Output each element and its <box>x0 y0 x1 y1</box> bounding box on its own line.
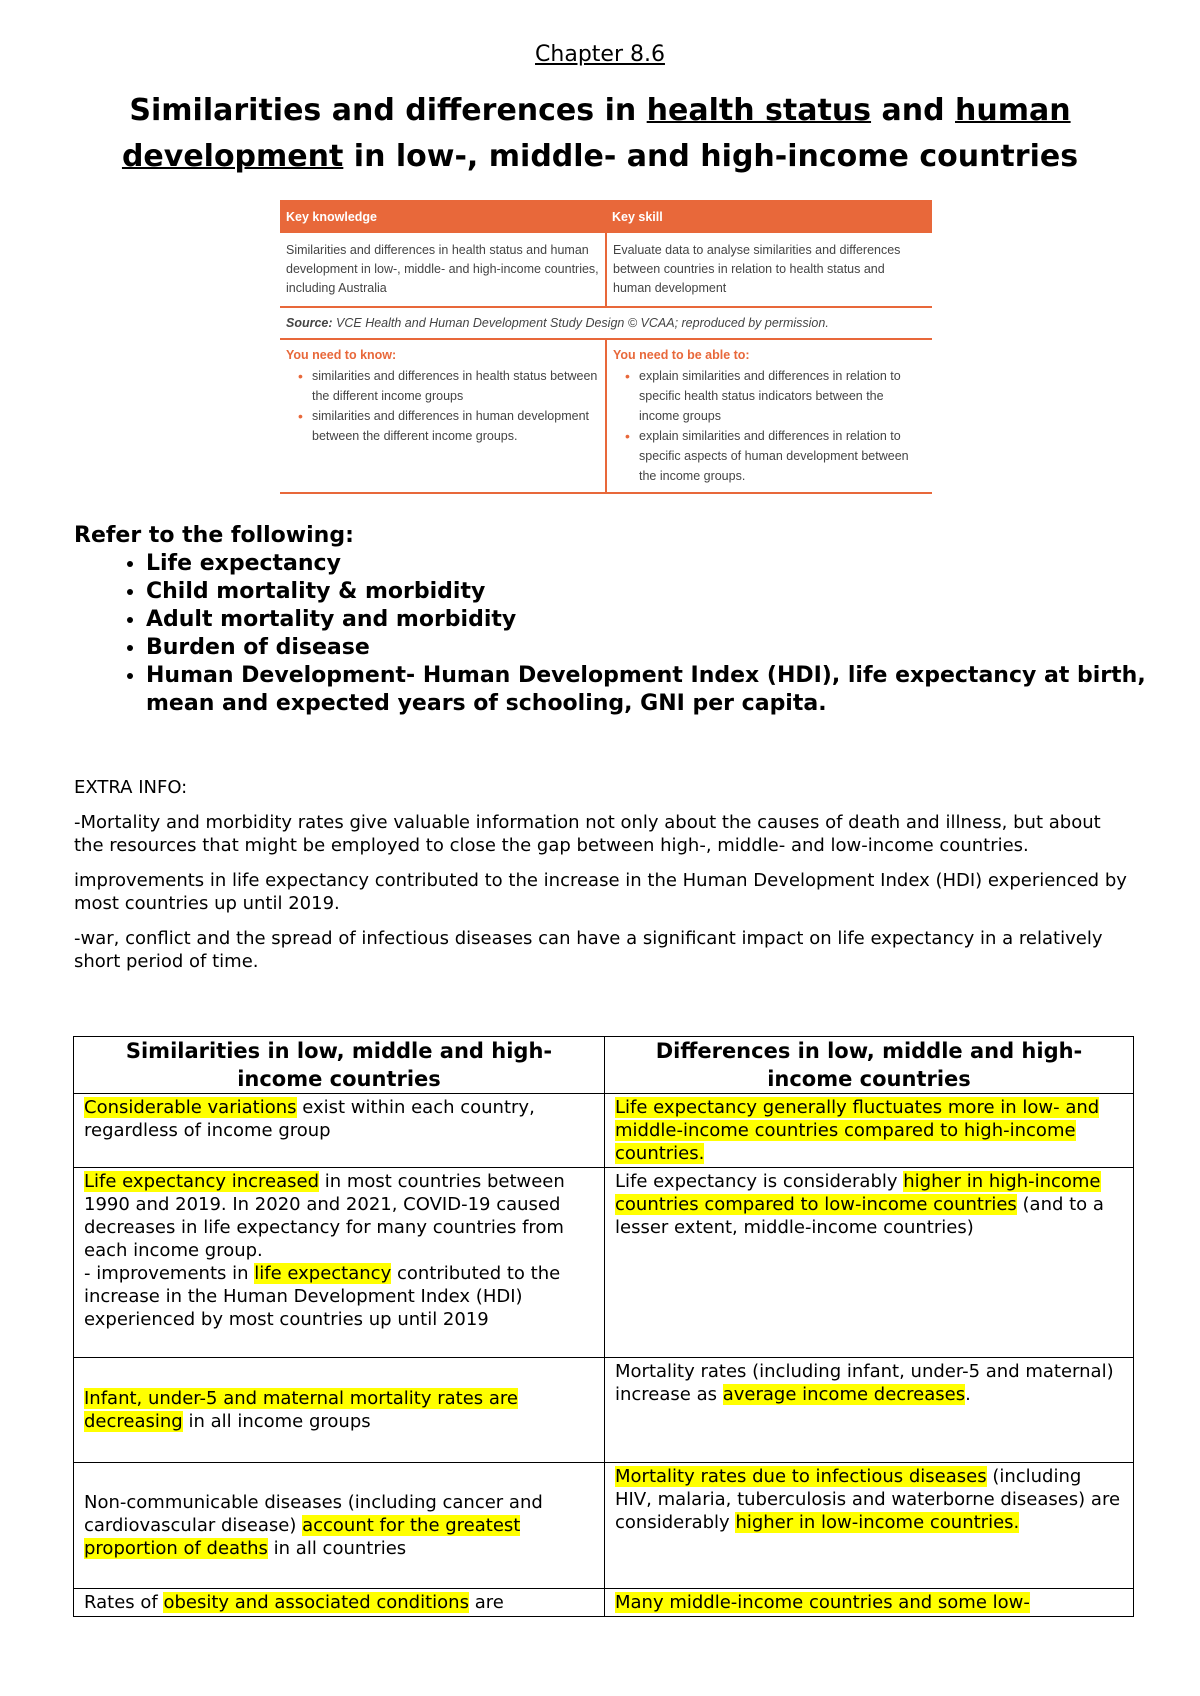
table-cell <box>74 1168 605 1358</box>
key-table-row <box>280 233 932 308</box>
cell-text: are <box>468 1592 504 1613</box>
list-item: • Human Development- Human Development Index (HDI), life expectancy at birth, mean and expected years of schooling, GNI per capita. <box>146 662 1154 718</box>
need-to-do-heading: You need to be able to: <box>613 348 750 362</box>
table-row <box>74 1094 1134 1168</box>
list-item: • Life expectancy <box>146 550 1154 578</box>
cell-text: in most countries between 1990 and 2019. In 2020 and 2021, COVID-19 caused decreases in life expectancy for many countries from each income group. <box>84 1171 565 1261</box>
differences-header: Differences in low, middle and high-income countries <box>605 1037 1134 1094</box>
cell-text: in all countries <box>267 1538 407 1559</box>
title-text: and <box>871 93 956 128</box>
extra-info-heading: EXTRA INFO: <box>74 777 188 798</box>
cell-text: (including HIV, malaria, tuberculosis and waterborne diseases) are considerably <box>615 1466 1121 1533</box>
table-cell <box>605 1358 1134 1463</box>
page-title <box>60 88 1140 180</box>
key-skill-text: Evaluate data to analyse similarities and differences between countries in relation to health status and human development <box>613 243 901 295</box>
table-header-row <box>74 1037 1134 1094</box>
table-cell <box>605 1463 1134 1589</box>
chapter-heading: Chapter 8.6 <box>535 42 665 67</box>
list-item: • Adult mortality and morbidity <box>146 606 1154 634</box>
paragraph: improvements in life expectancy contributed to the increase in the Human Development Index (HDI) experienced by most countries up until 2019. <box>74 870 1127 914</box>
cell-text: Rates of <box>84 1592 164 1613</box>
paragraph: -war, conflict and the spread of infectious diseases can have a significant impact on life expectancy in a relatively short period of time. <box>74 928 1103 972</box>
cell-text: in all income groups <box>182 1411 371 1432</box>
highlighted-text: Life expectancy generally fluctuates more in low- and middle-income countries compared to high-income countries. <box>615 1097 1100 1164</box>
highlighted-text: obesity and associated conditions <box>163 1592 469 1613</box>
list-item: • similarities and differences in health status between the different income groups <box>312 366 599 406</box>
list-item: • Burden of disease <box>146 634 1154 662</box>
highlighted-text: life expectancy <box>254 1263 392 1284</box>
paragraph: -Mortality and morbidity rates give valuable information not only about the causes of death and illness, but about the resources that might be employed to close the gap between high-, middle- and low-income countries. <box>74 812 1101 856</box>
highlighted-text: average income decreases <box>722 1384 966 1405</box>
refer-list <box>74 550 1154 718</box>
table-cell <box>605 1168 1134 1358</box>
highlighted-text: Many middle-income countries and some low- <box>615 1592 1030 1613</box>
title-text: Similarities and differences in <box>129 93 647 128</box>
title-health-status: health status <box>646 93 872 128</box>
cell-text: Life expectancy is considerably <box>615 1171 904 1192</box>
key-table-source <box>280 308 932 340</box>
cell-text: Non-communicable diseases (including cancer and cardiovascular disease) <box>84 1492 543 1536</box>
table-cell <box>74 1094 605 1168</box>
table-cell <box>605 1094 1134 1168</box>
source-text: VCE Health and Human Development Study Design © VCAA; reproduced by permission. <box>332 316 829 330</box>
highlighted-text: Considerable variations <box>84 1097 297 1118</box>
list-item: • Child mortality & morbidity <box>146 578 1154 606</box>
cell-text: exist within each country, regardless of income group <box>84 1097 535 1141</box>
table-cell <box>605 1589 1134 1617</box>
table-cell <box>74 1589 605 1617</box>
need-to-know-list <box>286 366 599 446</box>
extra-info-section <box>74 776 1134 985</box>
need-to-do-cell <box>607 340 932 492</box>
refer-section <box>74 522 1154 718</box>
cell-text: - improvements in <box>84 1263 255 1284</box>
need-to-do-list <box>613 366 926 486</box>
cell-text: Mortality rates (including infant, under-5 and maternal) increase as <box>615 1361 1114 1405</box>
key-knowledge-text: Similarities and differences in health status and human development in low-, middle- and high-income countries, including Australia <box>280 233 607 306</box>
key-knowledge-table <box>280 200 932 494</box>
highlighted-text: higher in high-income countries compared to low-income countries <box>615 1171 1101 1215</box>
cell-text: . <box>965 1384 971 1405</box>
key-table-row <box>280 340 932 494</box>
comparison-table <box>73 1036 1134 1617</box>
highlighted-text: higher in low-income countries. <box>735 1512 1020 1533</box>
list-item: • explain similarities and differences in relation to specific health status indicators between the income groups <box>639 366 926 426</box>
key-skill-heading: Key skill <box>612 209 663 224</box>
highlighted-text: Infant, under-5 and maternal mortality rates are decreasing <box>84 1388 518 1432</box>
similarities-header: Similarities in low, middle and high-income countries <box>74 1037 605 1094</box>
highlighted-text: Mortality rates due to infectious diseases <box>615 1466 987 1487</box>
cell-text: (and to a lesser extent, middle-income countries) <box>615 1194 1104 1238</box>
highlighted-text: account for the greatest proportion of deaths <box>84 1515 521 1559</box>
table-cell <box>74 1358 605 1463</box>
need-to-know-cell <box>280 340 607 492</box>
need-to-know-heading: You need to know: <box>286 348 397 362</box>
highlighted-text: Life expectancy increased <box>84 1171 320 1192</box>
key-knowledge-heading: Key knowledge <box>286 209 377 224</box>
list-item: • explain similarities and differences in relation to specific aspects of human development between the income groups. <box>639 426 926 486</box>
key-table-header <box>280 200 932 233</box>
table-row <box>74 1589 1134 1617</box>
table-row <box>74 1168 1134 1358</box>
title-human-development: human development <box>121 93 1071 174</box>
table-cell <box>74 1463 605 1589</box>
list-item: • similarities and differences in human development between the different income groups. <box>312 406 599 446</box>
cell-text: contributed to the increase in the Human Development Index (HDI) experienced by most countries up until 2019 <box>84 1263 561 1330</box>
source-label: Source: <box>286 316 333 330</box>
table-row <box>74 1358 1134 1463</box>
table-row <box>74 1463 1134 1589</box>
refer-heading: Refer to the following: <box>74 523 354 548</box>
title-text: in low-, middle- and high-income countries <box>343 139 1079 174</box>
